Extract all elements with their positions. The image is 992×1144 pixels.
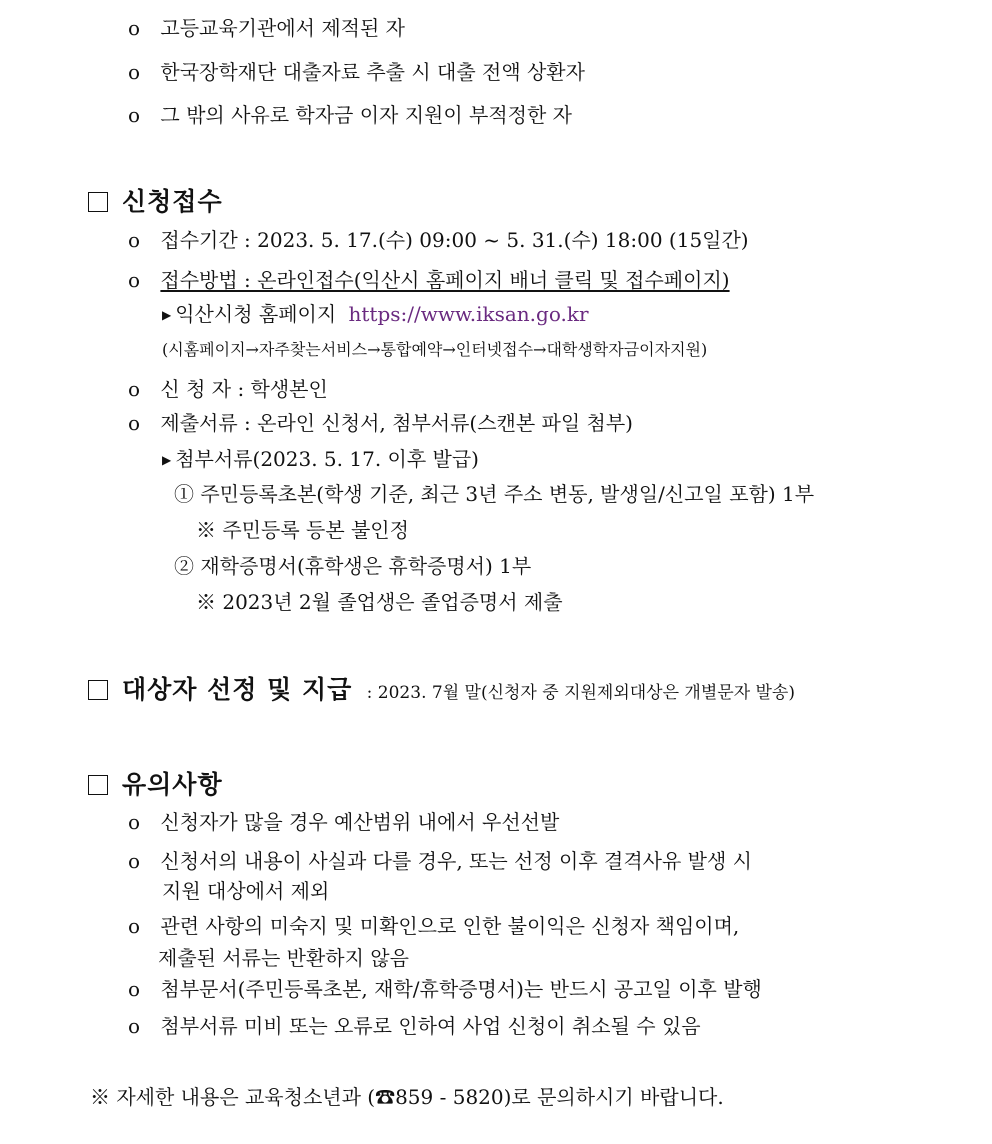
application-method bbox=[128, 268, 730, 292]
checkbox-square-icon bbox=[88, 192, 108, 212]
attachments-title bbox=[162, 447, 479, 471]
website-path: (시홈페이지→자주찾는서비스→통합예약→인터넷접수→대학생학자금이자지원) bbox=[162, 340, 708, 359]
note-item bbox=[128, 810, 559, 834]
section-heading-notes bbox=[88, 765, 223, 801]
triangle-bullet-icon: ▶ bbox=[162, 453, 172, 467]
note-text: 첨부서류 미비 또는 오류로 인하여 사업 신청이 취소될 수 있음 bbox=[160, 1014, 701, 1038]
contact-info: ※ 자세한 내용은 교육청소년과 (☎859 - 5820)로 문의하시기 바랍니다. bbox=[90, 1085, 724, 1109]
bullet: o bbox=[128, 411, 141, 435]
applicant-line bbox=[128, 377, 328, 401]
doc2: ② 재학증명서(휴학생은 휴학증명서) 1부 bbox=[174, 554, 532, 578]
bullet: o bbox=[128, 377, 141, 401]
application-method-text: 접수방법 : 온라인접수(익산시 홈페이지 배너 클릭 및 접수페이지) bbox=[160, 268, 730, 292]
applicant-text: 신 청 자 : 학생본인 bbox=[160, 377, 328, 401]
note-item bbox=[128, 849, 752, 873]
checkbox-square-icon bbox=[88, 680, 108, 700]
bullet: o bbox=[128, 228, 141, 252]
section-heading-application bbox=[88, 182, 223, 218]
website-line bbox=[162, 302, 589, 326]
note-text: 관련 사항의 미숙지 및 미확인으로 인한 불이익은 신청자 책임이며, bbox=[160, 914, 740, 938]
checkbox-square-icon bbox=[88, 775, 108, 795]
note-item bbox=[128, 977, 762, 1001]
note-text: 첨부문서(주민등록초본, 재학/휴학증명서)는 반드시 공고일 이후 발행 bbox=[160, 977, 762, 1001]
bullet: o bbox=[128, 849, 141, 873]
application-period bbox=[128, 228, 749, 252]
list-item bbox=[128, 16, 405, 40]
bullet: o bbox=[128, 16, 141, 40]
note-text: 신청자가 많을 경우 예산범위 내에서 우선선발 bbox=[160, 810, 560, 834]
list-item-text: 고등교육기관에서 제적된 자 bbox=[160, 16, 405, 40]
triangle-bullet-icon: ▶ bbox=[162, 308, 172, 322]
attachments-title-text: 첨부서류(2023. 5. 17. 이후 발급) bbox=[175, 447, 479, 471]
note-item bbox=[128, 1014, 701, 1038]
section-title: 유의사항 bbox=[122, 770, 223, 799]
note-text-continued: 지원 대상에서 제외 bbox=[162, 879, 330, 903]
bullet: o bbox=[128, 60, 141, 84]
note-text: 신청서의 내용이 사실과 다를 경우, 또는 선정 이후 결격사유 발생 시 bbox=[160, 849, 752, 873]
website-link[interactable]: https://www.iksan.go.kr bbox=[348, 302, 589, 326]
section-title: 대상자 선정 및 지급 bbox=[122, 675, 353, 704]
note-text-continued: 제출된 서류는 반환하지 않음 bbox=[158, 946, 409, 970]
bullet: o bbox=[128, 1014, 141, 1038]
doc1-note: ※ 주민등록 등본 불인정 bbox=[196, 518, 409, 542]
bullet: o bbox=[128, 914, 141, 938]
list-item-text: 그 밖의 사유로 학자금 이자 지원이 부적정한 자 bbox=[160, 103, 572, 127]
website-label: 익산시청 홈페이지 bbox=[175, 302, 337, 326]
selection-detail: : 2023. 7월 말(신청자 중 지원제외대상은 개별문자 발송) bbox=[366, 683, 795, 703]
section-heading-selection bbox=[88, 670, 795, 706]
doc1: ① 주민등록초본(학생 기준, 최근 3년 주소 변동, 발생일/신고일 포함) 1부 bbox=[174, 482, 815, 506]
list-item bbox=[128, 103, 572, 127]
list-item-text: 한국장학재단 대출자료 추출 시 대출 전액 상환자 bbox=[160, 60, 585, 84]
application-period-text: 접수기간 : 2023. 5. 17.(수) 09:00 ~ 5. 31.(수) 18:00 (15일간) bbox=[160, 228, 749, 252]
list-item bbox=[128, 60, 585, 84]
note-item bbox=[128, 914, 739, 938]
doc2-note: ※ 2023년 2월 졸업생은 졸업증명서 제출 bbox=[196, 590, 563, 614]
bullet: o bbox=[128, 977, 141, 1001]
documents-text: 제출서류 : 온라인 신청서, 첨부서류(스캔본 파일 첨부) bbox=[160, 411, 633, 435]
documents-line bbox=[128, 411, 633, 435]
section-title: 신청접수 bbox=[122, 187, 223, 216]
bullet: o bbox=[128, 810, 141, 834]
bullet: o bbox=[128, 103, 141, 127]
bullet: o bbox=[128, 268, 141, 292]
